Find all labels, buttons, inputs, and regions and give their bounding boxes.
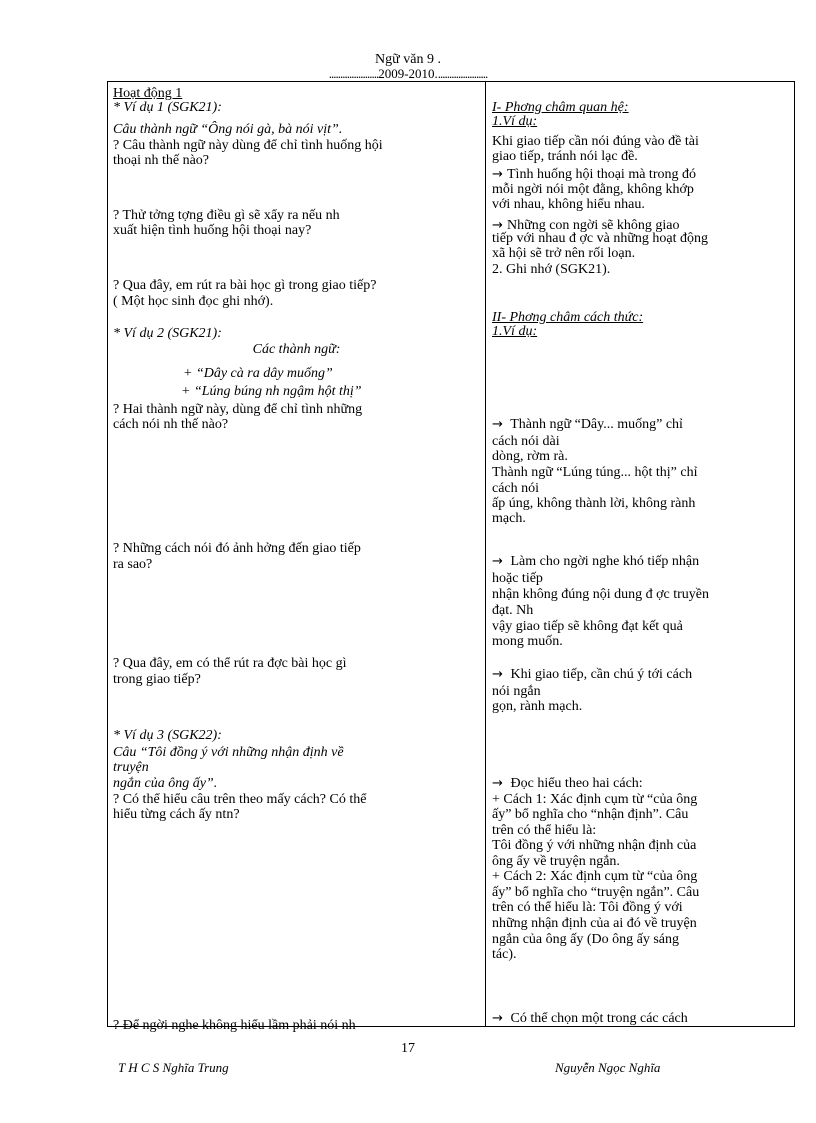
right-line-6 — [492, 197, 645, 212]
header-year-text: 2009-2010. — [378, 66, 438, 81]
left-line-20 — [113, 745, 344, 760]
arrow-right-icon: → — [492, 1011, 503, 1026]
left-line-5 — [113, 208, 340, 223]
line-text: I- Phơng châm quan hệ: — [492, 100, 629, 115]
page-number: 17 — [401, 1041, 415, 1056]
line-text: Tình huống hội thoại mà trong đó — [507, 167, 696, 182]
right-line-36 — [492, 885, 699, 900]
line-text: mạch. — [492, 511, 526, 526]
line-text: gọn, rành mạch. — [492, 699, 583, 714]
line-text: nhận không đúng nội dung đ ợc truyền — [492, 587, 709, 602]
right-line-31 — [492, 807, 688, 822]
line-text: tác). — [492, 947, 517, 962]
line-text: những nhận định của ai đó về truyện — [492, 916, 697, 931]
right-line-35 — [492, 869, 697, 884]
footer-school: T H C S Nghĩa Trung — [118, 1060, 229, 1075]
line-text: Có thể chọn một trong các cách — [507, 1011, 688, 1026]
line-text: trên có thể hiểu là: Tôi đồng ý với — [492, 900, 683, 915]
line-text: Đọc hiểu theo hai cách: — [507, 776, 643, 791]
right-line-40 — [492, 947, 516, 962]
right-line-17 — [492, 481, 539, 496]
header-subject: Ngữ văn 9 . — [375, 52, 441, 67]
right-line-30 — [492, 792, 697, 807]
right-line-0 — [492, 100, 629, 115]
left-line-16 — [113, 557, 152, 572]
right-line-5 — [492, 182, 694, 197]
arrow-right-icon: → — [492, 667, 503, 682]
line-text: nói ngắn — [492, 684, 541, 699]
line-text: + Cách 2: Xác định cụm từ “của ông — [492, 869, 698, 884]
left-line-25 — [113, 1018, 356, 1033]
header-year: ......................2009-2010....................... — [328, 66, 488, 81]
line-text: 1.Ví dụ: — [492, 114, 538, 129]
left-line-15 — [113, 541, 361, 556]
line-text: Tôi đồng ý với những nhận định của — [492, 838, 697, 853]
right-line-8 — [492, 231, 708, 246]
line-text: Những con ngời sẽ không giao — [507, 218, 680, 233]
line-text: ấy” bổ nghĩa cho “nhận định”. Câu — [492, 807, 689, 822]
line-text: với nhau, không hiểu nhau. — [492, 197, 645, 212]
line-text: ra sao? — [113, 557, 153, 572]
line-text: ông ấy về truyện ngắn. — [492, 854, 620, 869]
line-text: ấp úng, không thành lời, không rành — [492, 496, 696, 511]
line-text: Thành ngữ “Lúng túng... hột thị” chỉ — [492, 465, 698, 480]
right-line-24 — [492, 619, 683, 634]
line-text: hiểu từng cách ấy ntn? — [113, 807, 240, 822]
line-text: ngắn của ông ấy”. — [113, 776, 218, 791]
line-text: Hoạt động 1 — [113, 86, 183, 101]
right-line-18 — [492, 496, 695, 511]
line-text: Khi giao tiếp cần nói đúng vào đề tài — [492, 134, 699, 149]
line-text: mong muốn. — [492, 634, 563, 649]
right-line-9 — [492, 246, 635, 261]
line-text: Câu thành ngữ “Ông nói gà, bà nói vịt”. — [113, 122, 343, 137]
line-text: Làm cho ngời nghe khó tiếp nhận — [507, 554, 700, 569]
left-line-23 — [113, 792, 366, 807]
right-line-14 — [492, 434, 560, 449]
left-line-22 — [113, 776, 217, 791]
line-text: Các thành ngữ: — [252, 342, 341, 357]
right-line-25 — [492, 634, 563, 649]
right-line-15 — [492, 449, 568, 464]
line-text: ? Có thể hiểu câu trên theo mấy cách? Có thể — [113, 792, 367, 807]
line-text: ? Hai thành ngữ này, dùng để chỉ tình những — [113, 402, 363, 417]
right-line-11 — [492, 310, 643, 325]
line-text: ( Một học sinh đọc ghi nhớ). — [113, 294, 274, 309]
line-text: trên có thể hiểu là: — [492, 823, 597, 838]
right-line-27 — [492, 684, 541, 699]
line-text: 2. Ghi nhớ (SGK21). — [492, 262, 611, 277]
right-line-26 — [492, 667, 692, 682]
left-line-4 — [113, 153, 209, 168]
line-text: ? Qua đây, em rút ra bài học gì trong giao tiếp? — [113, 278, 377, 293]
line-text: II- Phơng châm cách thức: — [492, 310, 644, 325]
right-line-39 — [492, 932, 679, 947]
left-line-14 — [113, 417, 228, 432]
left-line-3 — [113, 138, 383, 153]
line-text: Câu “Tôi đồng ý với những nhận định về — [113, 745, 344, 760]
line-text: cách nói — [492, 481, 540, 496]
arrow-right-icon: → — [492, 167, 503, 182]
line-text: đạt. Nh — [492, 603, 534, 618]
left-line-6 — [113, 223, 311, 238]
right-line-1 — [492, 114, 537, 129]
line-text: truyện — [113, 760, 149, 775]
line-text: ? Qua đây, em có thể rút ra đợc bài học gì — [113, 656, 347, 671]
line-text: ? Câu thành ngữ này dùng để chỉ tình huống hội — [113, 138, 383, 153]
lesson-table — [107, 81, 795, 1033]
left-line-19 — [113, 728, 222, 743]
line-text: ? Để ngời nghe không hiểu lầm phải nói nh — [113, 1018, 356, 1033]
line-text: cách nói dài — [492, 434, 560, 449]
right-line-22 — [492, 587, 709, 602]
left-line-17 — [113, 656, 347, 671]
right-line-32 — [492, 823, 596, 838]
line-text: ngắn của ông ấy (Do ông ấy sáng — [492, 932, 680, 947]
line-text: xã hội sẽ trở nên rối loạn. — [492, 246, 636, 261]
left-line-13 — [113, 402, 362, 417]
left-line-9 — [113, 326, 222, 341]
right-line-20 — [492, 554, 699, 569]
left-line-2 — [113, 122, 342, 137]
line-text: * Ví dụ 1 (SGK21): — [113, 100, 222, 115]
right-line-10 — [492, 262, 610, 277]
line-text: * Ví dụ 2 (SGK21): — [113, 326, 222, 341]
right-line-19 — [492, 511, 526, 526]
line-text: vậy giao tiếp sẽ không đạt kết quả — [492, 619, 683, 634]
line-text: giao tiếp, tránh nói lạc đề. — [492, 149, 638, 164]
line-text: Thành ngữ “Dây... muống” chỉ — [507, 417, 683, 432]
line-text: ấy” bổ nghĩa cho “truyện ngắn”. Câu — [492, 885, 700, 900]
right-line-38 — [492, 916, 697, 931]
line-text: ? Những cách nói đó ảnh hởng đến giao tiếp — [113, 541, 361, 556]
left-line-11 — [183, 366, 333, 381]
line-text: 1.Ví dụ: — [492, 324, 538, 339]
line-text: + “Dây cà ra dây muống” — [183, 366, 333, 381]
arrow-right-icon: → — [492, 218, 503, 233]
right-line-21 — [492, 571, 543, 586]
line-text: trong giao tiếp? — [113, 672, 201, 687]
arrow-right-icon: → — [492, 554, 503, 569]
right-line-2 — [492, 134, 699, 149]
right-line-28 — [492, 699, 582, 714]
line-text: + Cách 1: Xác định cụm từ “của ông — [492, 792, 698, 807]
right-line-23 — [492, 603, 533, 618]
left-line-0 — [113, 86, 182, 101]
line-text: hoặc tiếp — [492, 571, 543, 586]
left-line-1 — [113, 100, 222, 115]
left-line-8 — [113, 294, 273, 309]
footer-author: Nguyễn Ngọc Nghĩa — [555, 1060, 661, 1075]
right-line-34 — [492, 854, 620, 869]
line-text: thoại nh thế nào? — [113, 153, 210, 168]
left-line-7 — [113, 278, 376, 293]
line-text: ? Thử tởng tợng điều gì sẽ xẩy ra nếu nh — [113, 208, 340, 223]
right-line-29 — [492, 776, 643, 791]
right-line-12 — [492, 324, 537, 339]
left-line-21 — [113, 760, 149, 775]
line-text: Khi giao tiếp, cần chú ý tới cách — [507, 667, 693, 682]
line-text: xuất hiện tình huống hội thoại nay? — [113, 223, 312, 238]
line-text: dòng, rờm rà. — [492, 449, 568, 464]
line-text: mỗi ngời nói một đằng, không khớp — [492, 182, 694, 197]
line-text: cách nói nh thế nào? — [113, 417, 229, 432]
arrow-right-icon: → — [492, 776, 503, 791]
left-line-12 — [181, 384, 362, 399]
right-line-13 — [492, 417, 683, 432]
left-line-10 — [108, 342, 485, 357]
right-line-37 — [492, 900, 683, 915]
left-line-24 — [113, 807, 240, 822]
right-line-3 — [492, 149, 638, 164]
line-text: tiếp với nhau đ ợc và những hoạt động — [492, 231, 709, 246]
right-line-4 — [492, 167, 696, 182]
column-divider — [485, 82, 486, 1026]
line-text: * Ví dụ 3 (SGK22): — [113, 728, 222, 743]
left-line-18 — [113, 672, 201, 687]
arrow-right-icon: → — [492, 417, 503, 432]
line-text: + “Lúng búng nh ngậm hột thị” — [181, 384, 362, 399]
right-line-41 — [492, 1011, 688, 1026]
right-line-33 — [492, 838, 696, 853]
right-line-16 — [492, 465, 698, 480]
